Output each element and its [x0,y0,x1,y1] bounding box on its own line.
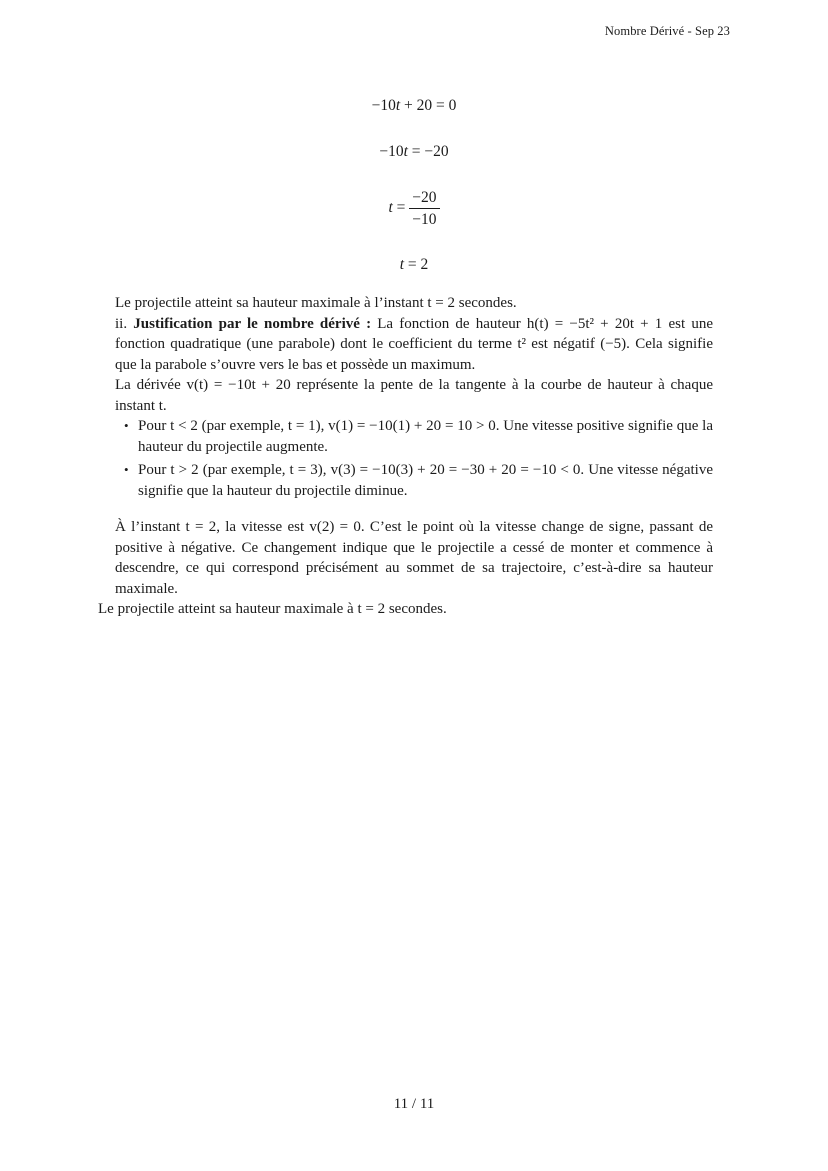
equation-2-var: t [403,143,408,160]
page-number: 11 / 11 [393,1096,435,1112]
justification-label: Justification par le nombre dérivé : [133,315,372,332]
fraction-numerator: −20 [412,189,437,206]
fraction [409,188,439,229]
bullet-marker: • [124,462,129,477]
bullet-item [115,416,713,457]
header-title: Nombre Dérivé - Sep 23 [604,24,730,38]
bullet-item [115,460,713,501]
equation-1-coef: −10 [371,97,396,114]
justification-body: La fonction de hauteur h(t) = −5t² + 20t + 1 est une fonction quadratique (une parabole) dont le coefficient du terme t² est négatif (−5). Cela signifie que la parabole s’ouvre vers le bas et possède un maximum. [115,315,713,373]
equation-2-coef: −10 [379,143,404,160]
equation-4-rest: = 2 [404,256,429,273]
justification-prefix: ii. [115,315,134,332]
paragraph-derivative: La dérivée v(t) = −10t + 20 représente la pente de la tangente à la courbe de hauteur à chaque instant t. [115,377,713,414]
bullet-item-text: Pour t > 2 (par exemple, t = 3), v(3) = −10(3) + 20 = −30 + 20 = −10 < 0. Une vitesse négative signifie que la hauteur du projectile diminue. [138,462,713,499]
page-content [98,96,730,620]
equation-3-var: t [388,199,393,217]
equation-block [115,96,713,275]
equation-3 [388,188,439,229]
equation-4-var: t [399,256,405,273]
equation-1-rest: + 20 = 0 [400,97,457,114]
equation-2-rest: = −20 [407,143,449,160]
paragraph-instant: À l’instant t = 2, la vitesse est v(2) = 0. C’est le point où la vitesse change de signe, passant de positive à négative. Ce changement indique que le projectile a cessé de monter et commence à descendre, ce qui correspond précisément au sommet de sa trajectoire, c’est-à-dire sa hauteur maximale. [115,519,713,597]
fraction-denominator: −10 [409,208,439,229]
bullet-item-text: Pour t < 2 (par exemple, t = 1), v(1) = −10(1) + 20 = 10 > 0. Une vitesse positive signifie que la hauteur du projectile augmente. [138,418,713,455]
paragraph-conclusion-2: Le projectile atteint sa hauteur maximale à t = 2 secondes. [98,601,447,617]
bullet-list [115,416,713,501]
paragraph-conclusion-1: Le projectile atteint sa hauteur maximale à l’instant t = 2 secondes. [115,295,517,311]
page-footer [0,1096,828,1113]
equation-1 [372,96,457,116]
equation-2 [379,142,448,162]
equation-1-var: t [395,97,401,114]
page-header [605,24,730,39]
paragraph-justification [115,314,713,376]
equation-3-equals: = [392,199,410,217]
equation-4 [400,255,429,275]
bullet-marker: • [124,418,129,433]
